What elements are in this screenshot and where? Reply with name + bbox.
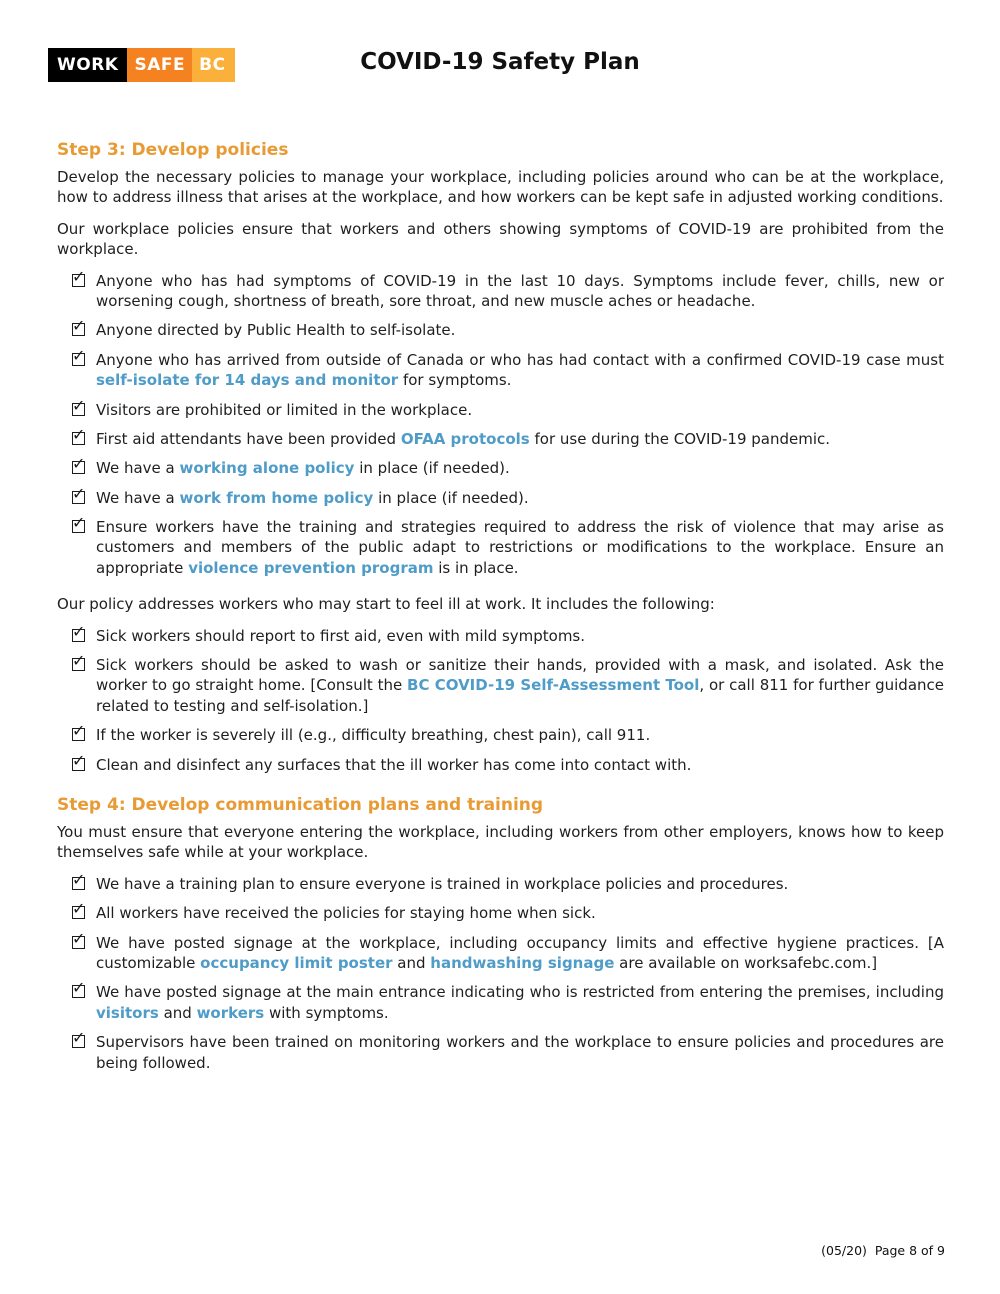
check-mark-icon: ✓ (72, 721, 86, 741)
section-heading: Step 4: Develop communication plans and training (57, 794, 544, 815)
text-segment: in place (if needed). (373, 488, 529, 507)
inline-link[interactable]: handwashing signage (430, 953, 615, 972)
checklist-item-label (96, 626, 944, 646)
checkbox-checked-icon[interactable] (72, 395, 86, 416)
page-footer: (05/20) Page 8 of 9 (821, 1243, 945, 1258)
text-segment: for symptoms. (398, 371, 512, 390)
check-mark-icon: ✓ (72, 454, 86, 474)
checklist-item (72, 978, 944, 1023)
inline-link[interactable]: violence prevention program (188, 558, 434, 577)
checklist-item (72, 651, 945, 716)
checklist-item (72, 454, 944, 478)
check-mark-icon: ✓ (72, 395, 86, 415)
check-mark-icon: ✓ (72, 483, 86, 503)
check-mark-icon: ✓ (72, 345, 86, 365)
checkbox-checked-icon[interactable] (72, 1028, 86, 1048)
checklist-item (72, 750, 944, 775)
checklist-item (72, 621, 944, 646)
checklist-item-label (96, 725, 944, 745)
inline-link[interactable]: OFAA protocols (400, 429, 530, 448)
checklist-item-label (96, 488, 944, 508)
check-mark-icon: ✓ (72, 1028, 86, 1048)
checklist-item-label (96, 1032, 944, 1073)
checkbox-checked-icon[interactable] (72, 750, 86, 771)
text-segment: Supervisors have been trained on monitoring workers and the workplace to ensure policies and procedures are being followed. (96, 1033, 944, 1072)
checklist-item (72, 869, 944, 894)
checkbox-checked-icon[interactable] (72, 316, 86, 336)
checkbox-checked-icon[interactable] (72, 454, 86, 474)
text-segment: First aid attendants have been provided (96, 429, 401, 448)
inline-link[interactable]: visitors (96, 1003, 159, 1022)
text-segment: Clean and disinfect any surfaces that the ill worker has come into contact with. (96, 755, 692, 774)
checklist-item-label (96, 933, 944, 974)
checklist-item (72, 424, 944, 449)
checklist-item-label (96, 271, 944, 312)
checklist-item (72, 483, 944, 508)
checkbox-checked-icon[interactable] (72, 345, 86, 366)
paragraph (57, 822, 944, 863)
text-segment: Anyone directed by Public Health to self-isolate. (96, 321, 456, 340)
text-segment: Develop the necessary policies to manage your workplace, including policies around who can be at the workplace, how to address illness that arises at the workplace, and how workers can be kept safe in adjusted working conditions. (57, 168, 944, 207)
text-segment: We have a (96, 488, 180, 507)
text-segment: We have posted signage at the main entrance indicating who is restricted from entering the premises, including (96, 983, 944, 1002)
checklist-item-label (96, 755, 944, 775)
logo-safe-text: SAFE (127, 48, 192, 82)
text-segment: Visitors are prohibited or limited in the workplace. (96, 400, 473, 419)
check-mark-icon: ✓ (72, 750, 86, 770)
text-segment: with symptoms. (264, 1003, 389, 1022)
section-heading: Step 3: Develop policies (57, 140, 289, 160)
paragraph (57, 594, 944, 614)
checkbox-checked-icon[interactable] (72, 513, 86, 533)
checklist-item-label (96, 982, 944, 1023)
text-segment: All workers have received the policies for staying home when sick. (96, 904, 596, 923)
checklist (72, 869, 944, 1073)
checklist-item (72, 721, 944, 745)
check-mark-icon: ✓ (72, 978, 86, 998)
checklist-item (72, 266, 944, 312)
checkbox-checked-icon[interactable] (72, 978, 86, 998)
checkbox-checked-icon[interactable] (72, 899, 86, 919)
text-segment: We have a training plan to ensure everyone is trained in workplace policies and procedures. (96, 874, 789, 893)
text-segment: Anyone who has arrived from outside of Canada or who has had contact with a confirmed COVID-19 case must (96, 350, 944, 369)
checklist-item-label (96, 400, 944, 420)
checklist-item (72, 395, 944, 420)
logo-bc-text: BC (192, 48, 234, 82)
inline-link[interactable]: work from home policy (179, 488, 374, 507)
text-segment: in place (if needed). (354, 459, 510, 478)
checkbox-checked-icon[interactable] (72, 928, 86, 949)
checklist-item (72, 1028, 944, 1073)
checklist-item-label (96, 458, 944, 478)
check-mark-icon: ✓ (72, 869, 86, 889)
check-mark-icon: ✓ (72, 899, 86, 919)
checkbox-checked-icon[interactable] (72, 483, 86, 504)
document-body (0, 140, 1000, 1073)
inline-link[interactable]: occupancy limit poster (200, 953, 393, 972)
check-mark-icon: ✓ (72, 266, 86, 286)
section-step-3 (57, 140, 944, 775)
checklist-item (72, 316, 944, 340)
paragraph (57, 219, 944, 260)
check-mark-icon: ✓ (72, 651, 86, 671)
check-mark-icon: ✓ (72, 424, 86, 444)
section-step-4 (57, 795, 944, 1073)
inline-link[interactable]: BC COVID-19 Self-Assessment Tool (407, 676, 700, 695)
text-segment: is in place. (433, 558, 519, 577)
text-segment: , or call 811 for further guidance related to testing and self-isolation.] (96, 676, 945, 715)
text-segment: If the worker is severely ill (e.g., difficulty breathing, chest pain), call 911. (96, 726, 651, 745)
text-segment: Our workplace policies ensure that workers and others showing symptoms of COVID-19 are prohibited from the workplace. (57, 219, 944, 259)
inline-link[interactable]: self-isolate for 14 days and monitor (96, 371, 399, 390)
checklist-item-label (96, 903, 944, 923)
text-segment: and (392, 953, 431, 972)
check-mark-icon: ✓ (72, 621, 86, 641)
text-segment: You must ensure that everyone entering the workplace, including workers from other employers, knows how to keep themselves safe while at your workplace. (57, 822, 944, 862)
inline-link[interactable]: workers (196, 1003, 265, 1022)
checkbox-checked-icon[interactable] (72, 621, 86, 642)
checkbox-checked-icon[interactable] (72, 869, 86, 890)
text-segment: Sick workers should be asked to wash or sanitize their hands, provided with a mask, and isolated. Ask the worker to go straight home. [Consult the (96, 656, 944, 695)
checklist-item-label (96, 517, 944, 578)
checklist-item (72, 513, 944, 578)
text-segment: We have posted signage at the workplace, including occupancy limits and effective hygiene practices. [A customizable (96, 933, 944, 972)
text-segment: Sick workers should report to first aid, even with mild symptoms. (96, 626, 586, 645)
checklist (72, 266, 944, 579)
checkbox-checked-icon[interactable] (72, 721, 86, 741)
checkbox-checked-icon[interactable] (72, 651, 86, 671)
text-segment: Ensure workers have the training and strategies required to address the risk of violence that may arise as customers and members of the public adapt to restrictions or modifications to the workplace. Ensure an appropriate (96, 518, 944, 577)
text-segment: Anyone who has had symptoms of COVID-19 in the last 10 days. Symptoms include fever, chills, new or worsening cough, shortness of breath, sore throat, and new muscle aches or headache. (96, 271, 944, 310)
document-header (0, 0, 1000, 92)
checklist-item-label (96, 350, 944, 391)
text-segment: for use during the COVID-19 pandemic. (529, 429, 831, 448)
checkbox-checked-icon[interactable] (72, 424, 86, 445)
check-mark-icon: ✓ (72, 513, 86, 533)
page-title: COVID-19 Safety Plan (360, 49, 640, 75)
check-mark-icon: ✓ (72, 928, 86, 948)
text-segment: We have a (96, 459, 180, 478)
checklist-item-label (96, 655, 944, 716)
logo-work-text: WORK (48, 48, 127, 82)
checklist-item (72, 899, 944, 923)
text-segment: are available on worksafebc.com.] (614, 953, 878, 972)
checklist-item-label (96, 429, 944, 449)
checklist-item (72, 928, 944, 974)
inline-link[interactable]: working alone policy (179, 459, 355, 478)
checklist-item-label (96, 320, 944, 340)
checklist (72, 621, 945, 775)
checkbox-checked-icon[interactable] (72, 266, 86, 287)
paragraph (57, 167, 944, 208)
text-segment: Our policy addresses workers who may start to feel ill at work. It includes the following: (57, 595, 715, 614)
checklist-item-label (96, 874, 944, 894)
text-segment: and (158, 1003, 197, 1022)
check-mark-icon: ✓ (72, 316, 86, 336)
worksafebc-logo (48, 48, 235, 82)
checklist-item (72, 345, 944, 391)
